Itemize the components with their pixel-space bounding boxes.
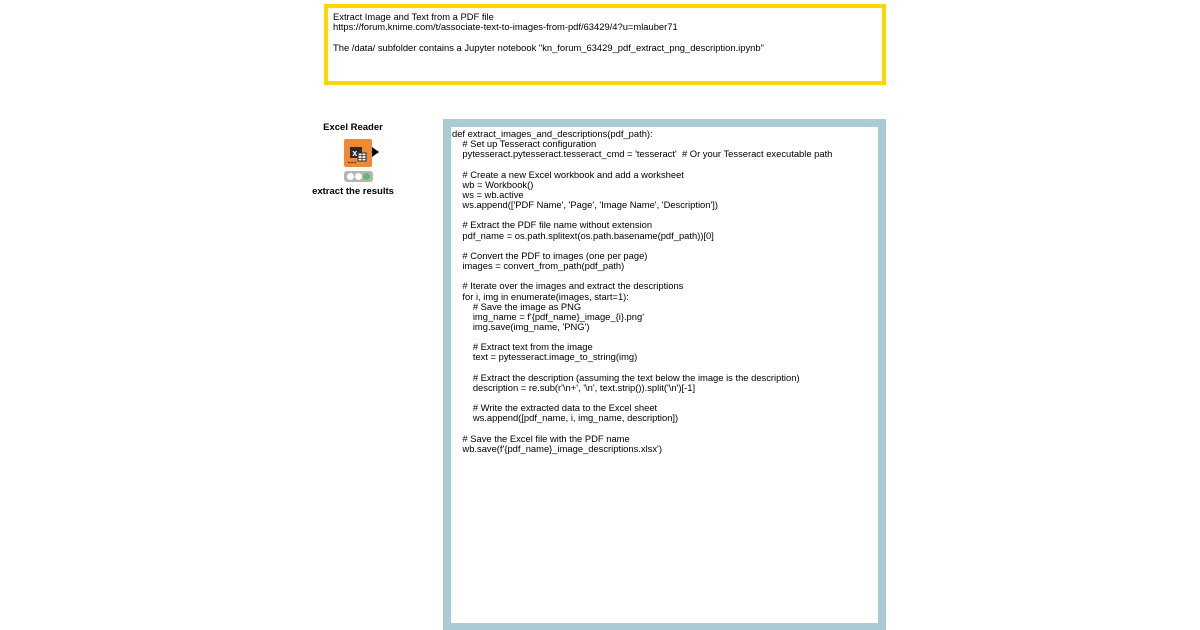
annotation-code-text: def extract_images_and_descriptions(pdf_path): # Set up Tesseract configuration pytesseract.pytesseract.tesseract_cmd = 'tesseract' # Or your Tesseract executable path # Create a new Excel workbook and add a worksheet wb = Workbook() ws = wb.active ws.append(['PDF Name', 'Page', 'Image Name', 'Description']) # Extract the PDF file name without extension pdf_name = os.path.splitext(os.path.basename(pdf_path))[0] # Convert the PDF to images (one per page) images = convert_from_path(pdf_path) # Iterate over the images and extract the descriptions for i, img in enumerate(images, start=1): # Save the image as PNG img_name = f'{pdf_name}_image_{i}.png' img.save(img_name, 'PNG') # Extract text from the image text = pytesseract.image_to_string(img) # Extract the description (assuming the text below the image is the description) description = re.sub(r'\n+', '\n', text.strip()).split('\n')[-1] # Write the extracted data to the Excel sheet ws.append([pdf_name, i, img_name, description]) # Save the Excel file with the PDF name wb.save(f'{pdf_name}_image_descriptions.xlsx') — [452, 128, 833, 454]
status-light-yellow-icon — [355, 173, 362, 180]
workflow-annotation-code[interactable] — [443, 119, 886, 630]
svg-text:x: x — [352, 148, 358, 158]
node-label[interactable]: extract the results — [312, 186, 394, 197]
status-light-red-icon — [347, 173, 354, 180]
node-status-traffic-light — [344, 171, 373, 182]
excel-reader-node[interactable] — [306, 120, 400, 200]
status-light-green-icon — [363, 173, 370, 180]
annotation-description-text: Extract Image and Text from a PDF file https://forum.knime.com/t/associate-text-to-images-from-pdf/63429/4?u=mlauber71 The /data/ subfolder contains a Jupyter notebook "kn_forum_63429_pdf_extract_png_description.ipynb" — [333, 11, 764, 53]
output-port-triangle-icon[interactable] — [372, 147, 379, 157]
node-title[interactable]: Excel Reader — [323, 122, 383, 133]
workflow-annotation-description[interactable] — [324, 4, 886, 85]
excel-reader-icon[interactable] — [344, 139, 372, 167]
